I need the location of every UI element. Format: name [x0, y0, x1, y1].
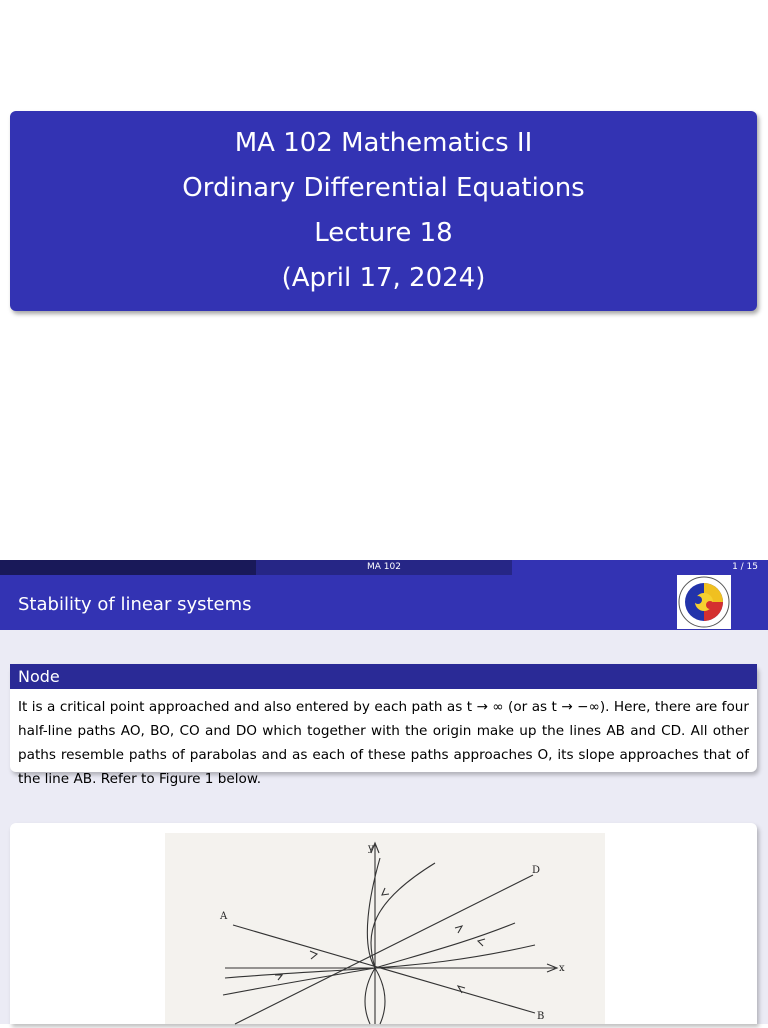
frame-title: Stability of linear systems — [18, 594, 252, 615]
footline-course: MA 102 — [256, 560, 512, 575]
block-body: It is a critical point approached and also entered by each path as t → ∞ (or as t → −∞). Here, there are four half-line paths AO, BO, CO and DO which together with the origin make up the lines AB and CD. All other paths resemble paths of parabolas and as each of these paths approaches O, its slope approaches that of the line AB. Refer to Figure 1 below. — [18, 699, 749, 787]
course-title: MA 102 Mathematics II — [234, 128, 533, 158]
page-number: 1 / 15 — [512, 560, 768, 575]
course-subtitle: Ordinary Differential Equations — [182, 173, 585, 203]
content-slide — [0, 575, 768, 1024]
footline — [0, 560, 768, 575]
label-d: D — [532, 865, 541, 876]
frame-title-bar — [0, 575, 768, 630]
figure-box — [10, 823, 757, 1024]
lecture-date: (April 17, 2024) — [281, 263, 486, 293]
label-x: x — [559, 963, 565, 974]
institute-logo-icon — [677, 575, 731, 629]
footline-left — [0, 560, 256, 575]
phase-portrait-figure — [165, 833, 605, 1024]
lecture-number: Lecture 18 — [314, 218, 453, 248]
label-y: y — [368, 843, 374, 854]
block-title: Node — [10, 664, 757, 689]
label-a: A — [220, 911, 228, 922]
definition-block — [10, 664, 757, 787]
title-box — [10, 111, 757, 311]
label-b: B — [537, 1011, 545, 1022]
